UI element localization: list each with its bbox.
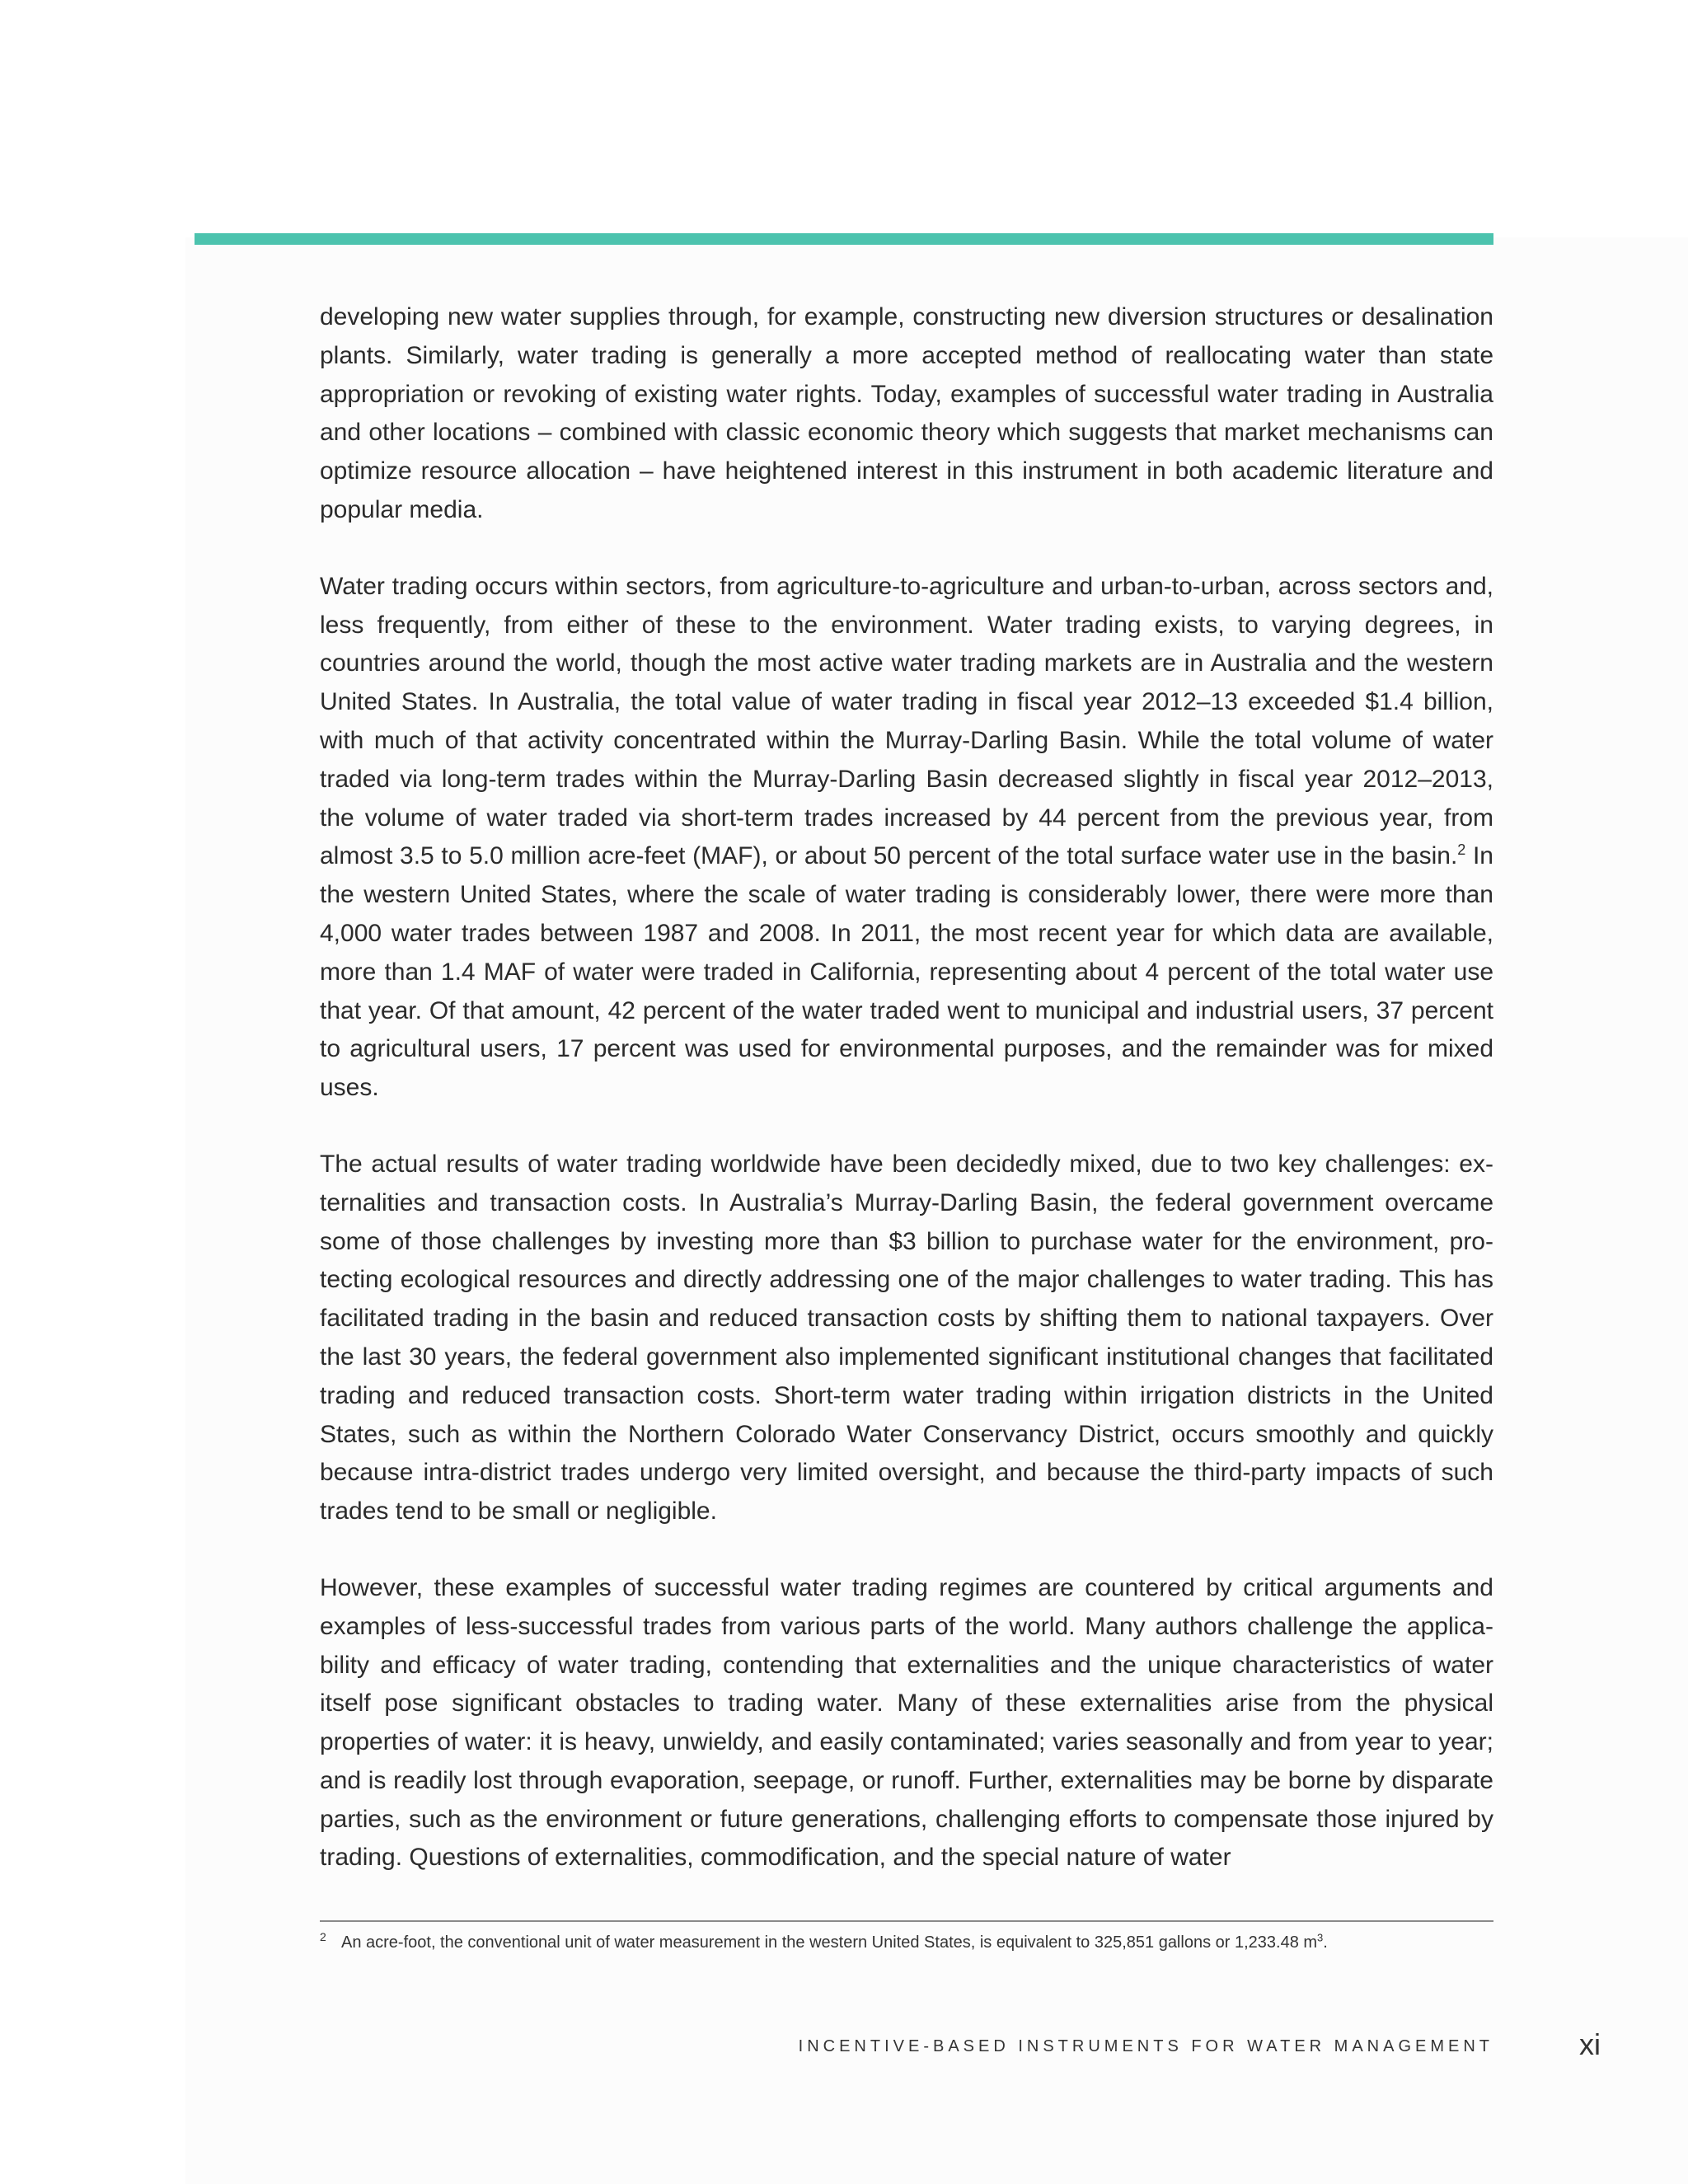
paragraph-4: However, these examples of successful water trading regimes are countered by critical arguments and examples of less-successful trades from various parts of the world. Many authors challenge the applicability and efficacy of water trading, contending that externalities and the unique characteristics of water itself pose significant obstacles to trading water. Many of these externalities arise from the physical properties of water: it is heavy, unwieldy, and easily contaminated; varies seasonally and from year to year; and is readily lost through evaporation, seepage, or runoff. Further, externalities may be borne by disparate parties, such as the environment or future generations, challenging efforts to compensate those injured by trading. Questions of externalities, commodification, and the special nature of water [320,1573,1493,1872]
body-text [320,298,1493,1915]
paragraph-3: The actual results of water trading worldwide have been decidedly mixed, due to two key challenges: externalities and transaction costs. In Australia’s Murray-Darling Basin, the federal government overcame some of those challenges by investing more than $3 billion to purchase water for the environment, protecting ecological resources and directly addressing one of the major challenges to water trading. This has facilitated trading in the basin and reduced transaction costs by shifting them to national taxpayers. Over the last 30 years, the federal government also implemented significant institutional changes that facilitated trading and reduced transaction costs. Short-term water trading within irrigation districts in the United States, such as within the Northern Colorado Water Conservancy District, occurs smoothly and quickly because intra-district trades undergo very limited oversight, and because the third-party impacts of such trades tend to be small or negligible. [320,1150,1493,1526]
footnote-text: An acre-foot, the conventional unit of water measurement in the western United States, is equivalent to 325,851 gallons or 1,233.48 m [341,1933,1318,1952]
paragraph-2 [320,568,1493,1108]
paragraph-1: developing new water supplies through, for example, constructing new diversion structures or desalination plants. Similarly, water trading is generally a more accepted method of reallocating water than state appropriation or revoking of existing water rights. Today, examples of successful water trading in Australia and other locations – combined with classic economic theory which suggests that market mechanisms can optimize resource allocation – have heightened interest in this instrument in both academic literature and popular media. [320,303,1493,523]
footnote-separator [320,1920,1493,1922]
footnote-end: . [1323,1933,1328,1952]
footnote-reference: 2 [1457,841,1466,859]
page-number: xi [1579,2027,1601,2061]
top-accent-rule [195,233,1493,245]
paragraph-2-text-before: Water trading occurs within sectors, from agriculture-to-agriculture and urban-to-urban, across sectors and, less frequently, from either of these to the environment. Water trading exists, to varying degrees, in countries around the world, though the most active water trading markets are in Australia and the western United States. In Australia, the total value of water trading in fiscal year 2012–13 exceeded $1.4 billion, with much of that activity concentrated within the Murray-Darling Basin. While the total volume of water traded via long-term trades within the Murray-Darling Basin decreased slightly in fiscal year 2012–2013, the volume of water traded via short-term trades increased by 44 percent from the previous year, from almost 3.5 to 5.0 million acre-feet (MAF), or about 50 percent of the total surface water use in the basin. [320,572,1493,870]
paragraph-2-text-after: In the western United States, where the scale of water trading is considerably lower, there were more than 4,000 water trades between 1987 and 2008. In 2011, the most recent year for which data are available, more than 1.4 MAF of water were traded in California, representing about 4 percent of the total water use that year. Of that amount, 42 percent of the water traded went to municipal and industrial users, 37 percent to agricultural users, 17 percent was used for environmental purposes, and the remainder was for mixed uses. [320,842,1493,1102]
footnote-superscript: 3 [1317,1931,1324,1944]
footnote: 2 An acre-foot, the conventional unit of water measurement in the western United States, is equivalent to 325,851 gallons or 1,233.48 $m^3$. [320,1930,1328,1952]
running-footer-title: INCENTIVE-BASED INSTRUMENTS FOR WATER MANAGEMENT [798,2037,1493,2055]
